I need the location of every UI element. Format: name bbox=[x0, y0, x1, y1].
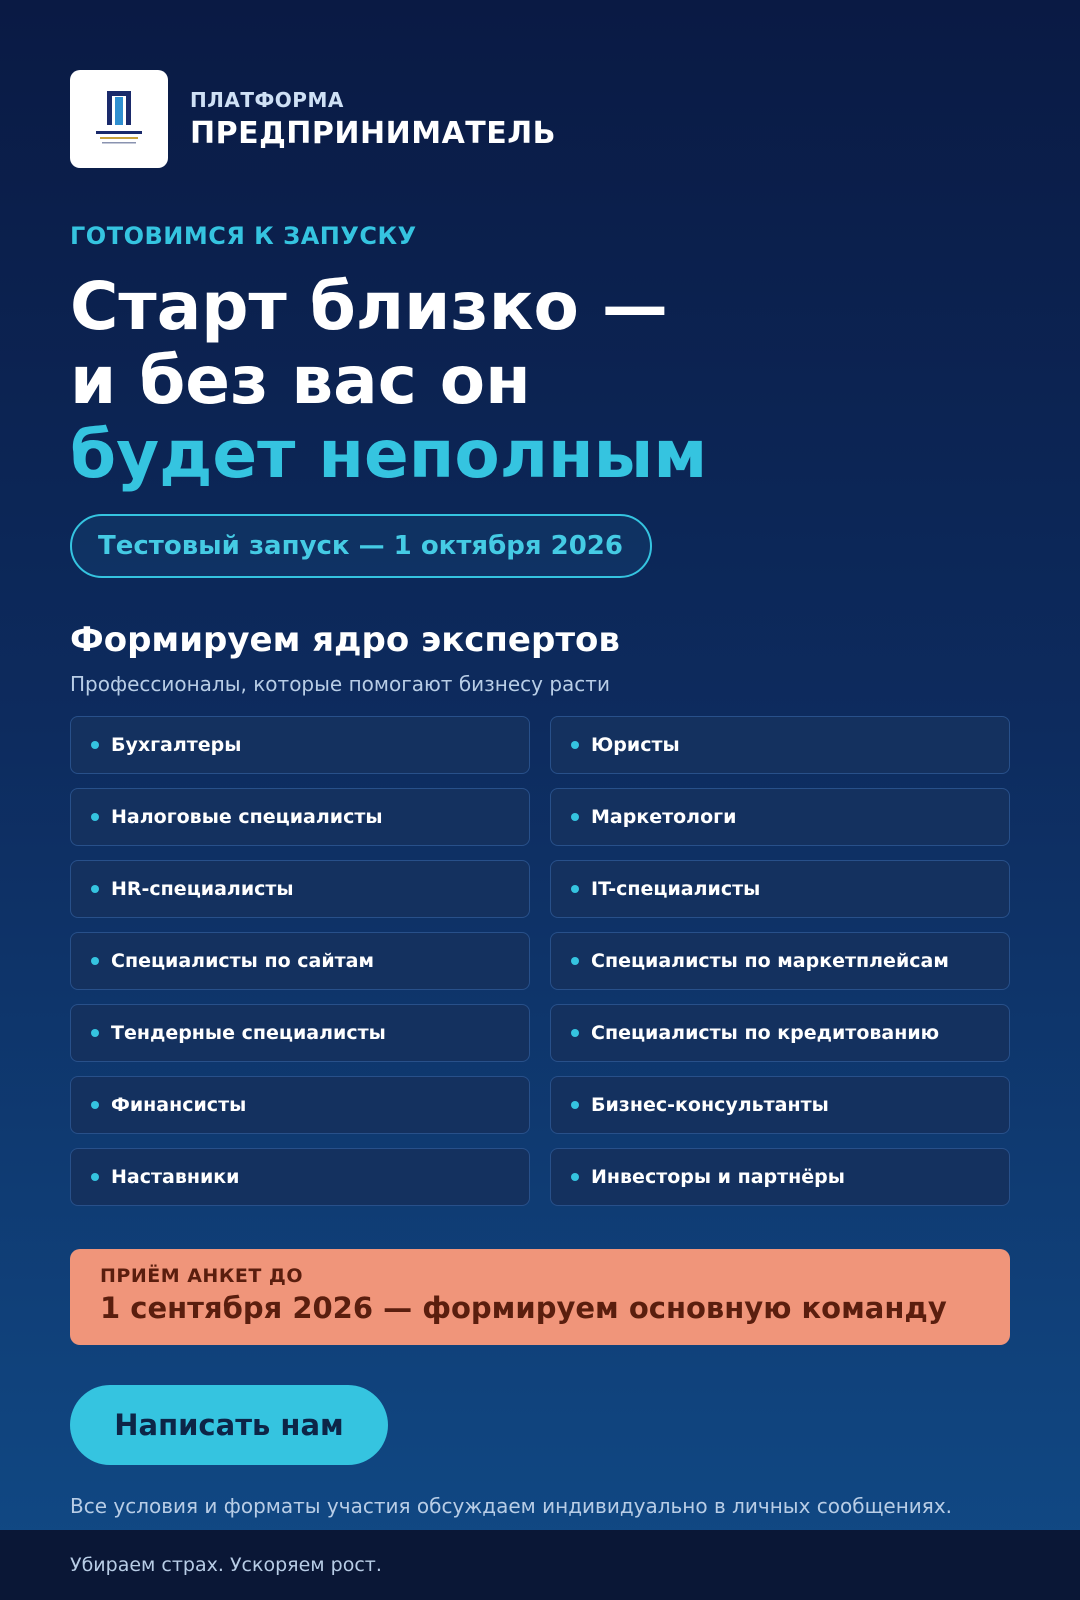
expert-item-label: Налоговые специалисты bbox=[111, 806, 383, 828]
expert-item bbox=[550, 932, 1010, 990]
expert-item bbox=[70, 1148, 530, 1206]
bullet-dot-icon bbox=[571, 1173, 579, 1181]
expert-item bbox=[70, 1004, 530, 1062]
bullet-dot-icon bbox=[91, 1173, 99, 1181]
experts-subtitle: Профессионалы, которые помогают бизнесу расти bbox=[70, 672, 610, 696]
expert-item-label: Специалисты по сайтам bbox=[111, 950, 375, 972]
contact-us-button[interactable]: Написать нам bbox=[70, 1385, 388, 1465]
expert-item bbox=[70, 716, 530, 774]
expert-item-label: IT-специалисты bbox=[591, 878, 761, 900]
expert-item-label: Наставники bbox=[111, 1166, 240, 1188]
expert-item-label: Бизнес-консультанты bbox=[591, 1094, 829, 1116]
headline-line-3: будет неполным bbox=[70, 416, 708, 493]
bullet-dot-icon bbox=[91, 741, 99, 749]
launch-date-badge: Тестовый запуск — 1 октября 2026 bbox=[70, 514, 652, 578]
expert-item-label: HR-специалисты bbox=[111, 878, 294, 900]
expert-item-label: Маркетологи bbox=[591, 806, 737, 828]
headline-line-1: Старт близко — bbox=[70, 268, 668, 345]
expert-item-label: Юристы bbox=[591, 734, 680, 756]
header bbox=[70, 70, 556, 168]
expert-item bbox=[550, 860, 1010, 918]
participation-note: Все условия и форматы участия обсуждаем индивидуально в личных сообщениях. bbox=[70, 1494, 953, 1518]
bullet-dot-icon bbox=[571, 885, 579, 893]
headline bbox=[70, 270, 707, 492]
logo bbox=[70, 70, 168, 168]
bullet-dot-icon bbox=[91, 885, 99, 893]
bullet-dot-icon bbox=[91, 957, 99, 965]
expert-item bbox=[550, 788, 1010, 846]
expert-item bbox=[70, 1076, 530, 1134]
bullet-dot-icon bbox=[571, 813, 579, 821]
brand-name bbox=[190, 88, 556, 151]
bullet-dot-icon bbox=[571, 1101, 579, 1109]
bullet-dot-icon bbox=[571, 957, 579, 965]
footer-slogan: Убираем страх. Ускоряем рост. bbox=[70, 1554, 382, 1576]
expert-item-label: Бухгалтеры bbox=[111, 734, 242, 756]
bullet-dot-icon bbox=[91, 1029, 99, 1037]
expert-item-label: Финансисты bbox=[111, 1094, 247, 1116]
deadline-label: ПРИЁМ АНКЕТ ДО bbox=[100, 1265, 303, 1287]
expert-item bbox=[70, 788, 530, 846]
bullet-dot-icon bbox=[571, 741, 579, 749]
expert-item-label: Тендерные специалисты bbox=[111, 1022, 386, 1044]
platforma-logo-icon bbox=[84, 79, 154, 159]
brand-main: ПРЕДПРИНИМАТЕЛЬ bbox=[190, 115, 557, 151]
expert-item bbox=[550, 1004, 1010, 1062]
headline-line-2: и без вас он bbox=[70, 342, 531, 419]
expert-item bbox=[70, 932, 530, 990]
expert-item bbox=[550, 1076, 1010, 1134]
experts-grid bbox=[70, 716, 1010, 1206]
bullet-dot-icon bbox=[91, 1101, 99, 1109]
expert-item bbox=[550, 1148, 1010, 1206]
deadline-text: 1 сентября 2026 — формируем основную команду bbox=[100, 1291, 947, 1325]
footer bbox=[0, 1530, 1080, 1600]
brand-top: ПЛАТФОРМА bbox=[190, 87, 344, 112]
expert-item bbox=[550, 716, 1010, 774]
expert-item-label: Инвесторы и партнёры bbox=[591, 1166, 845, 1188]
bullet-dot-icon bbox=[571, 1029, 579, 1037]
experts-title: Формируем ядро экспертов bbox=[70, 620, 620, 660]
deadline-banner bbox=[70, 1249, 1010, 1345]
bullet-dot-icon bbox=[91, 813, 99, 821]
expert-item-label: Специалисты по кредитованию bbox=[591, 1022, 940, 1044]
expert-item bbox=[70, 860, 530, 918]
expert-item-label: Специалисты по маркетплейсам bbox=[591, 950, 949, 972]
eyebrow: ГОТОВИМСЯ К ЗАПУСКУ bbox=[70, 222, 417, 250]
